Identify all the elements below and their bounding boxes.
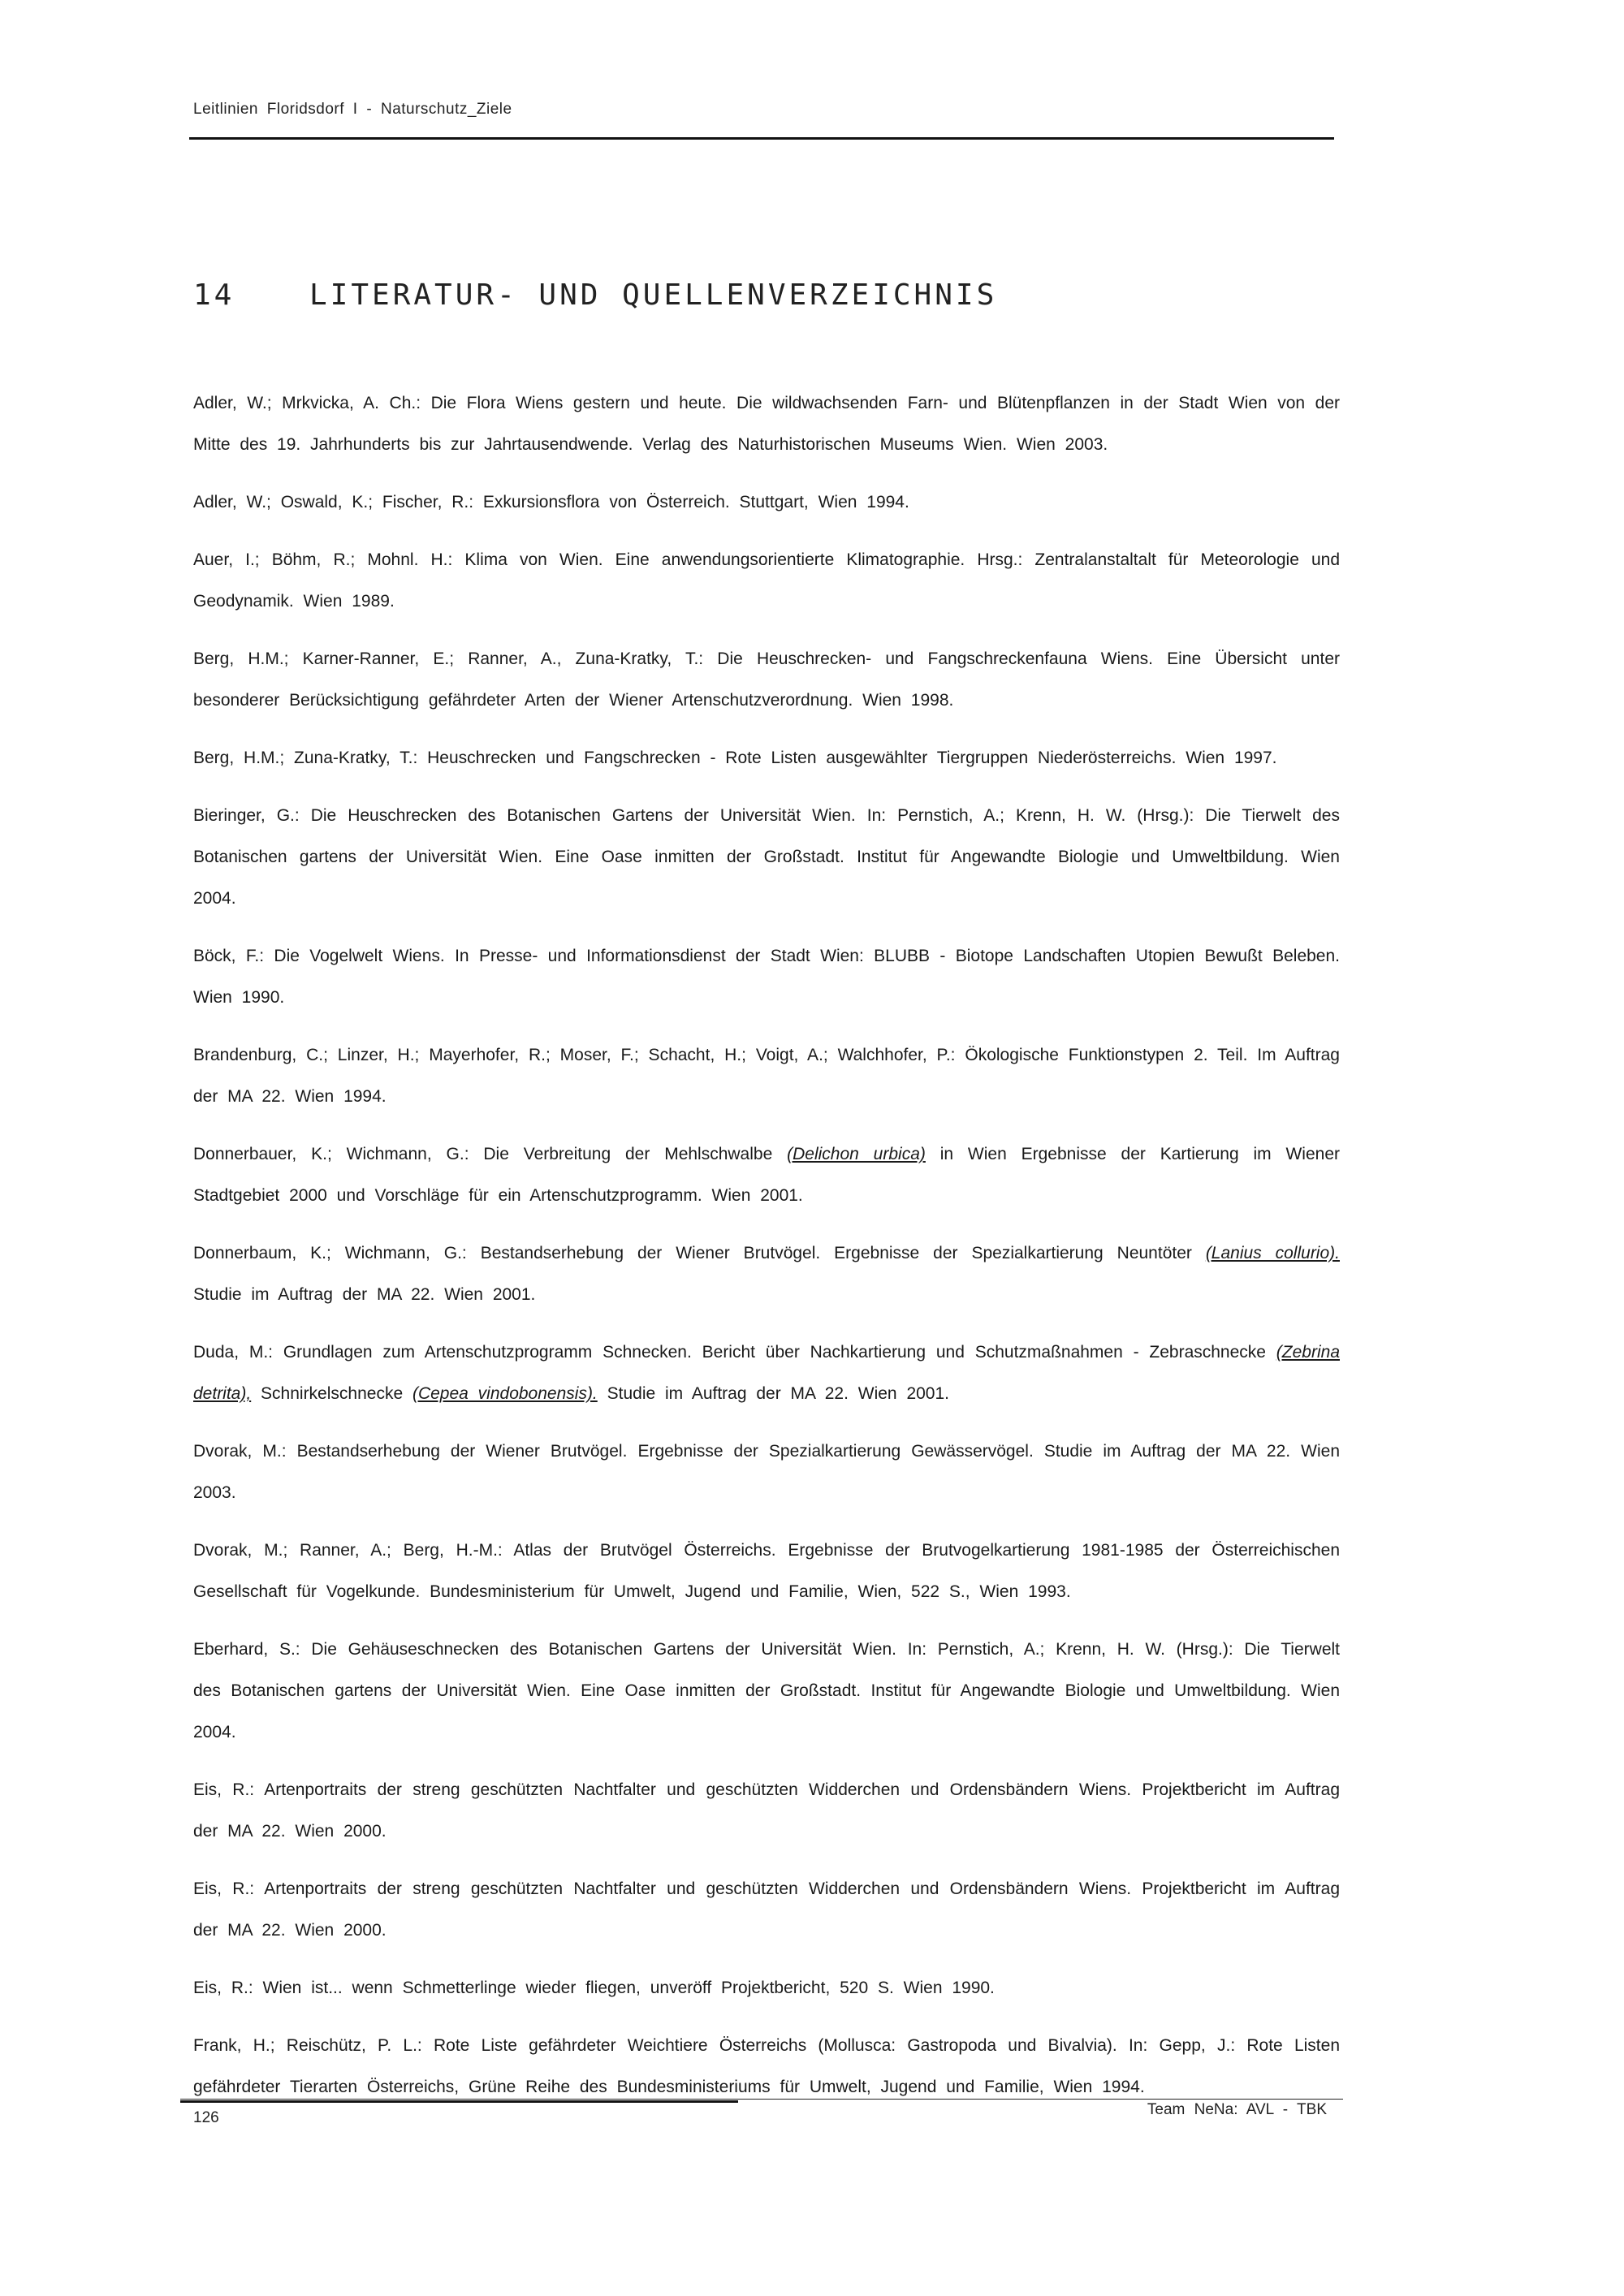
reference-entry: Berg, H.M.; Karner-Ranner, E.; Ranner, A., Zuna-Kratky, T.: Die Heuschrecken- und Fangschreckenfauna Wiens. Eine Übersicht unter besonderer Berücksichtigung gefährdeter Arten der Wiener Artenschutzverordnung. Wien 1998. — [193, 650, 1340, 710]
reference-text: Schnirkelschnecke — [251, 1384, 412, 1403]
reference-entry — [193, 1232, 1340, 1315]
footer-team-label: Team NeNa: AVL - TBK — [1147, 2101, 1327, 2118]
species-name: (Cepea vindobonensis). — [412, 1384, 598, 1403]
reference-entry: Eberhard, S.: Die Gehäuseschnecken des Botanischen Gartens der Universität Wien. In: Pernstich, A.; Krenn, H. W. (Hrsg.): Die Tierwelt des Botanischen gartens der Universität Wien. Eine Oase inmitten der Großstadt. Institut für Angewandte Biologie und Umweltbildung. Wien 2004. — [193, 1640, 1340, 1741]
species-name: (Lanius collurio). — [1205, 1244, 1340, 1262]
page-number: 126 — [193, 2109, 219, 2126]
reference-entry: Eis, R.: Wien ist... wenn Schmetterlinge wieder fliegen, unveröff Projektbericht, 520 S. Wien 1990. — [193, 1979, 995, 1997]
header-divider — [189, 137, 1334, 140]
reference-entry: Eis, R.: Artenportraits der streng geschützten Nachtfalter und geschützten Widderchen und Ordensbändern Wiens. Projektbericht im Auftrag der MA 22. Wien 2000. — [193, 1880, 1340, 1940]
reference-entry: Brandenburg, C.; Linzer, H.; Mayerhofer, R.; Moser, F.; Schacht, H.; Voigt, A.; Walchhofer, P.: Ökologische Funktionstypen 2. Teil. Im Auftrag der MA 22. Wien 1994. — [193, 1046, 1340, 1106]
reference-list — [193, 382, 1340, 2124]
reference-text: Studie im Auftrag der MA 22. Wien 2001. — [193, 1285, 536, 1304]
reference-entry: Berg, H.M.; Zuna-Kratky, T.: Heuschrecken und Fangschrecken - Rote Listen ausgewählter Tiergruppen Niederösterreichs. Wien 1997. — [193, 749, 1277, 767]
reference-entry — [193, 1331, 1340, 1414]
section-number: 14 — [193, 278, 235, 312]
reference-entry: Frank, H.; Reischütz, P. L.: Rote Liste gefährdeter Weichtiere Österreichs (Mollusca: Gastropoda und Bivalvia). In: Gepp, J.: Rote Listen gefährdeter Tierarten Österreichs, Grüne Reihe des Bundesministeriums für Umwelt, Jugend und Familie, Wien 1994. — [193, 2036, 1340, 2096]
reference-entry: Adler, W.; Mrkvicka, A. Ch.: Die Flora Wiens gestern und heute. Die wildwachsenden Farn- und Blütenpflanzen in der Stadt Wien von der Mitte des 19. Jahrhunderts bis zur Jahrtausendwende. Verlag des Naturhistorischen Museums Wien. Wien 2003. — [193, 394, 1340, 454]
reference-entry: Böck, F.: Die Vogelwelt Wiens. In Presse- und Informationsdienst der Stadt Wien: BLUBB - Biotope Landschaften Utopien Bewußt Beleben. Wien 1990. — [193, 947, 1340, 1007]
reference-text: Duda, M.: Grundlagen zum Artenschutzprogramm Schnecken. Bericht über Nachkartierung und Schutzmaßnahmen - Zebraschnecke — [193, 1343, 1276, 1362]
species-name: (Delichon urbica) — [787, 1145, 926, 1163]
reference-entry — [193, 1133, 1340, 1216]
footer-divider — [180, 2099, 1343, 2100]
reference-entry: Dvorak, M.; Ranner, A.; Berg, H.-M.: Atlas der Brutvögel Österreichs. Ergebnisse der Brutvogelkartierung 1981-1985 der Österreichischen Gesellschaft für Vogelkunde. Bundesministerium für Umwelt, Jugend und Familie, Wien, 522 S., Wien 1993. — [193, 1541, 1340, 1601]
running-header: Leitlinien Floridsdorf I - Naturschutz_Ziele — [193, 101, 512, 118]
reference-text: Donnerbauer, K.; Wichmann, G.: Die Verbreitung der Mehlschwalbe — [193, 1145, 788, 1163]
species-name: (Zebrina detrita), — [193, 1343, 1340, 1403]
reference-text: Donnerbaum, K.; Wichmann, G.: Bestandserhebung der Wiener Brutvögel. Ergebnisse der Spezialkartierung Neuntöter — [193, 1244, 1206, 1262]
reference-entry: Eis, R.: Artenportraits der streng geschützten Nachtfalter und geschützten Widderchen und Ordensbändern Wiens. Projektbericht im Auftrag der MA 22. Wien 2000. — [193, 1780, 1340, 1841]
reference-text: Studie im Auftrag der MA 22. Wien 2001. — [597, 1384, 949, 1403]
section-title: LITERATUR- UND QUELLENVERZEICHNIS — [309, 278, 998, 312]
reference-entry: Adler, W.; Oswald, K.; Fischer, R.: Exkursionsflora von Österreich. Stuttgart, Wien 1994. — [193, 493, 909, 511]
reference-entry: Dvorak, M.: Bestandserhebung der Wiener Brutvögel. Ergebnisse der Spezialkartierung Gewässervögel. Studie im Auftrag der MA 22. Wien 2003. — [193, 1442, 1340, 1502]
reference-entry: Bieringer, G.: Die Heuschrecken des Botanischen Gartens der Universität Wien. In: Pernstich, A.; Krenn, H. W. (Hrsg.): Die Tierwelt des Botanischen gartens der Universität Wien. Eine Oase inmitten der Großstadt. Institut für Angewandte Biologie und Umweltbildung. Wien 2004. — [193, 806, 1340, 908]
section-heading — [193, 278, 997, 312]
reference-text: in Wien Ergebnisse der Kartierung im Wiener Stadtgebiet 2000 und Vorschläge für ein Artenschutzprogramm. Wien 2001. — [193, 1145, 1340, 1205]
footer-divider-accent — [180, 2100, 738, 2103]
reference-entry: Auer, I.; Böhm, R.; Mohnl. H.: Klima von Wien. Eine anwendungsorientierte Klimatographie. Hrsg.: Zentralanstaltalt für Meteorologie und Geodynamik. Wien 1989. — [193, 550, 1340, 611]
